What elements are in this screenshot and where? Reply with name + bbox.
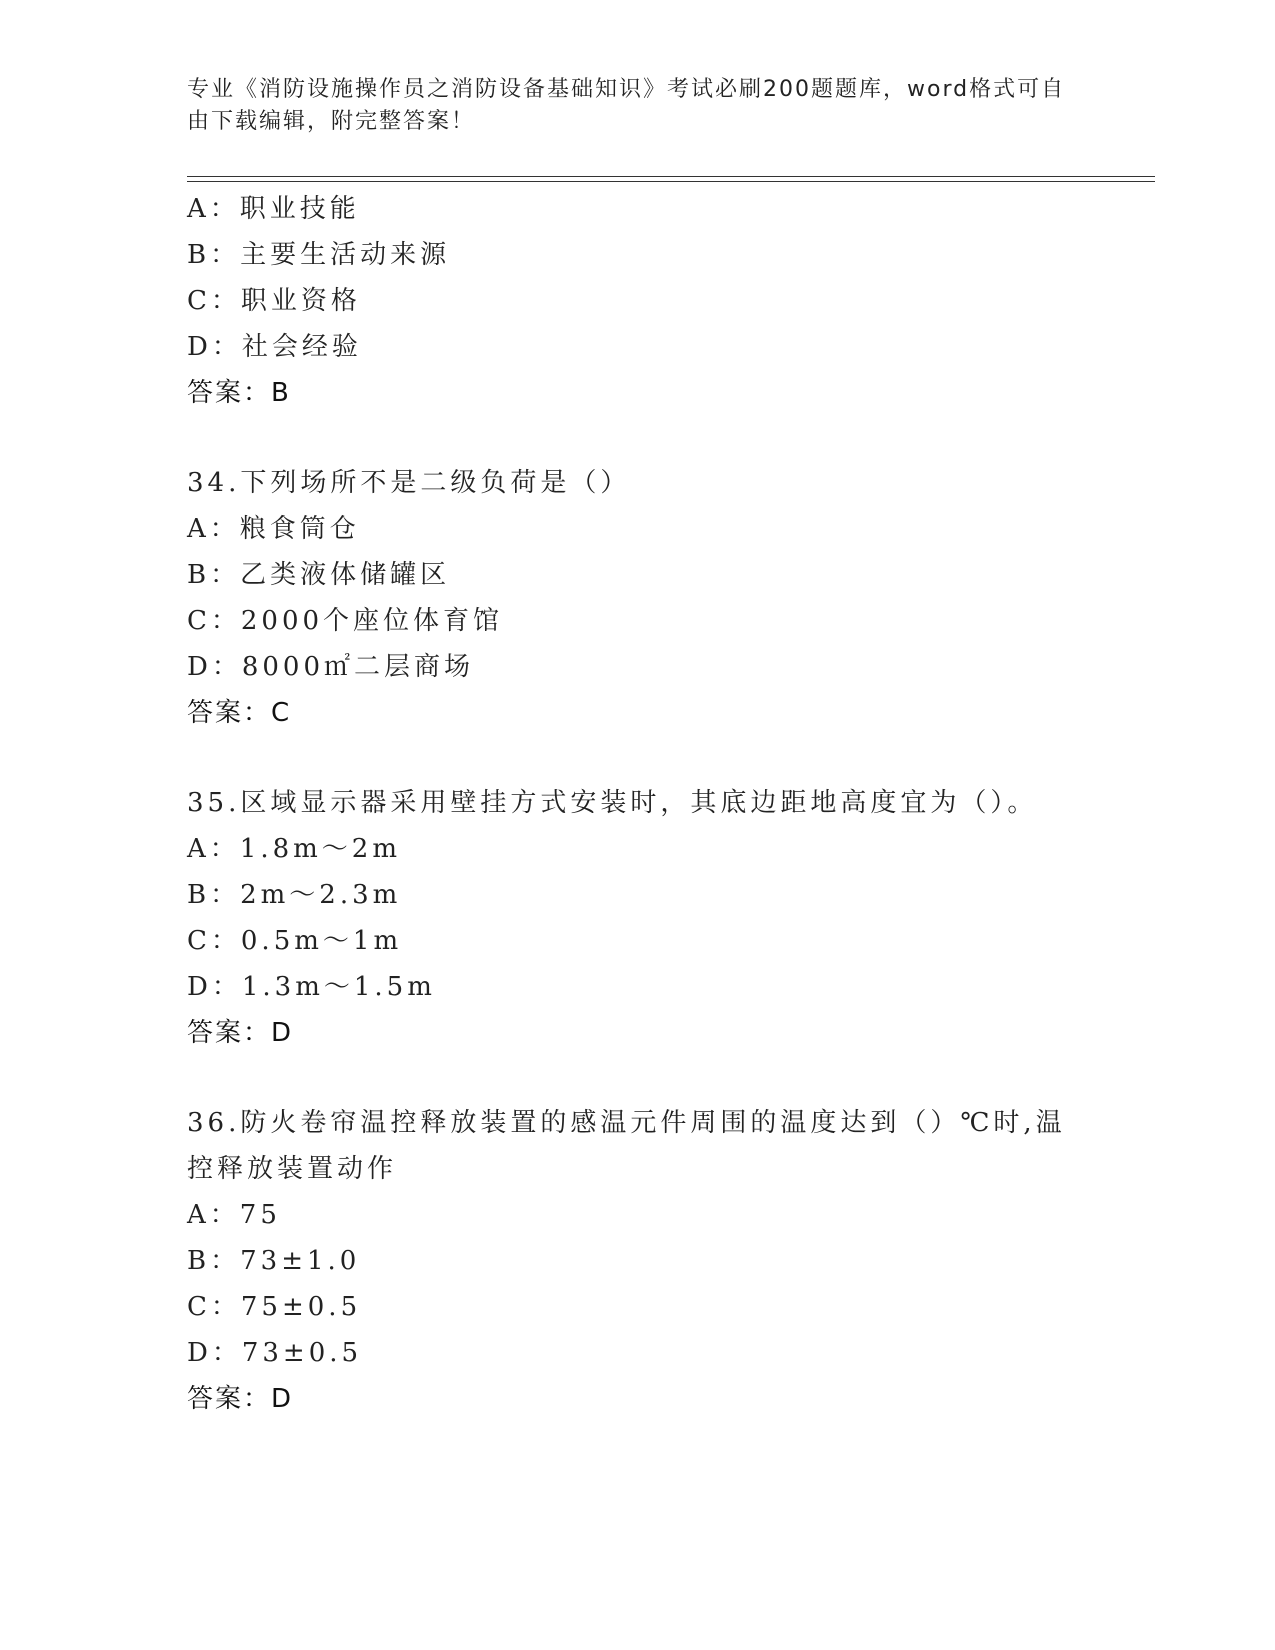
option-a: A：75 xyxy=(187,1200,281,1230)
question-block-33 xyxy=(187,186,1087,416)
answer-line: 答案：B xyxy=(187,378,291,408)
option-c: C：2000个座位体育馆 xyxy=(187,606,504,636)
answer-line: 答案：C xyxy=(187,698,292,728)
option-d: D：73±0.5 xyxy=(187,1338,363,1368)
answer-line: 答案：D xyxy=(187,1018,294,1048)
option-d: D：8000㎡二层商场 xyxy=(187,652,475,682)
question-text: 34.下列场所不是二级负荷是（） xyxy=(187,468,631,498)
option-b: B：主要生活动来源 xyxy=(187,240,451,270)
option-a: A：粮食筒仓 xyxy=(187,514,360,544)
question-list xyxy=(187,186,1087,1422)
question-block-35 xyxy=(187,780,1087,1056)
question-text: 36.防火卷帘温控释放装置的感温元件周围的温度达到（）℃时,温控释放装置动作 xyxy=(187,1108,1066,1184)
header-divider-bottom xyxy=(187,181,1155,182)
document-header: 专业《消防设施操作员之消防设备基础知识》考试必刷200题题库，word格式可自由下载编辑，附完整答案！ xyxy=(187,77,1066,134)
option-b: B：乙类液体储罐区 xyxy=(187,560,451,590)
option-c: C：职业资格 xyxy=(187,286,361,316)
option-d: D：1.3m～1.5m xyxy=(187,972,436,1002)
question-block-34 xyxy=(187,460,1087,736)
question-text: 35.区域显示器采用壁挂方式安装时，其底边距地高度宜为（）。 xyxy=(187,788,1038,818)
option-b: B：2m～2.3m xyxy=(187,880,402,910)
question-block-36 xyxy=(187,1100,1087,1422)
header-divider-top xyxy=(187,176,1155,177)
option-d: D：社会经验 xyxy=(187,332,362,362)
option-a: A：1.8m～2m xyxy=(187,834,401,864)
option-c: C：0.5m～1m xyxy=(187,926,403,956)
option-a: A：职业技能 xyxy=(187,194,360,224)
answer-line: 答案：D xyxy=(187,1384,294,1414)
option-b: B：73±1.0 xyxy=(187,1246,361,1276)
option-c: C：75±0.5 xyxy=(187,1292,362,1322)
